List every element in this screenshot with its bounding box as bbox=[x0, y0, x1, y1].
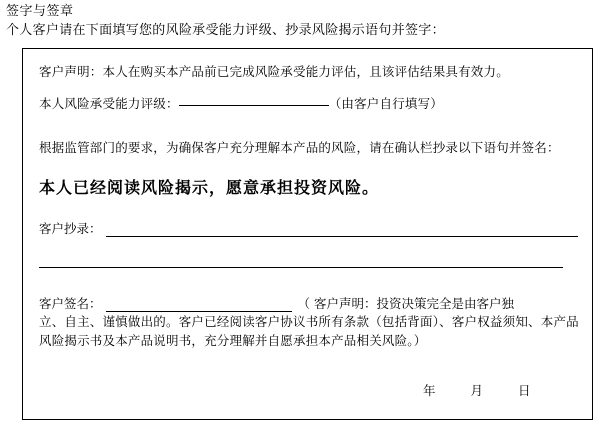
requirement-text: 根据监管部门的要求，为确保客户充分理解本产品的风险，请在确认栏抄录以下语句并签名： bbox=[39, 140, 560, 155]
date-year-label: 年 bbox=[423, 383, 437, 398]
signature-note-intro: （ 客户声明：投资决策完全是由客户独 bbox=[297, 296, 514, 311]
customer-copy-input[interactable] bbox=[106, 222, 578, 237]
risk-rating-row bbox=[39, 91, 578, 113]
customer-copy-row bbox=[39, 219, 578, 237]
date-day-label: 日 bbox=[518, 383, 532, 398]
customer-signature-input[interactable] bbox=[106, 297, 292, 312]
page-title: 签字与签章 bbox=[6, 4, 74, 19]
risk-rating-note: （由客户自行填写） bbox=[328, 96, 444, 111]
instruction-text: 个人客户请在下面填写您的风险承受能力评级、抄录风险揭示语句并签字： bbox=[6, 23, 445, 38]
signature-box bbox=[22, 48, 593, 420]
customer-signature-label: 客户签名： bbox=[39, 296, 102, 311]
customer-signature-row bbox=[39, 294, 578, 312]
customer-copy-second-line[interactable] bbox=[39, 251, 563, 268]
pledge-text: 本人已经阅读风险揭示，愿意承担投资风险。 bbox=[39, 178, 380, 197]
date-month-label: 月 bbox=[470, 383, 484, 398]
customer-declaration: 客户声明：本人在购买本产品前已完成风险承受能力评估，且该评估结果具有效力。 bbox=[39, 64, 509, 79]
signature-box-content bbox=[39, 63, 578, 350]
date-row bbox=[423, 381, 531, 399]
customer-copy-label: 客户抄录： bbox=[39, 221, 102, 236]
signature-note-body: 立、自主、谨慎做出的。客户已经阅读客户协议书所有条款（包括背面）、客户权益须知、本产品风险揭示书及本产品说明书，充分理解并自愿承担本产品相关风险。） bbox=[39, 314, 579, 348]
risk-rating-input[interactable] bbox=[179, 91, 329, 106]
risk-rating-label: 本人风险承受能力评级： bbox=[39, 96, 179, 111]
